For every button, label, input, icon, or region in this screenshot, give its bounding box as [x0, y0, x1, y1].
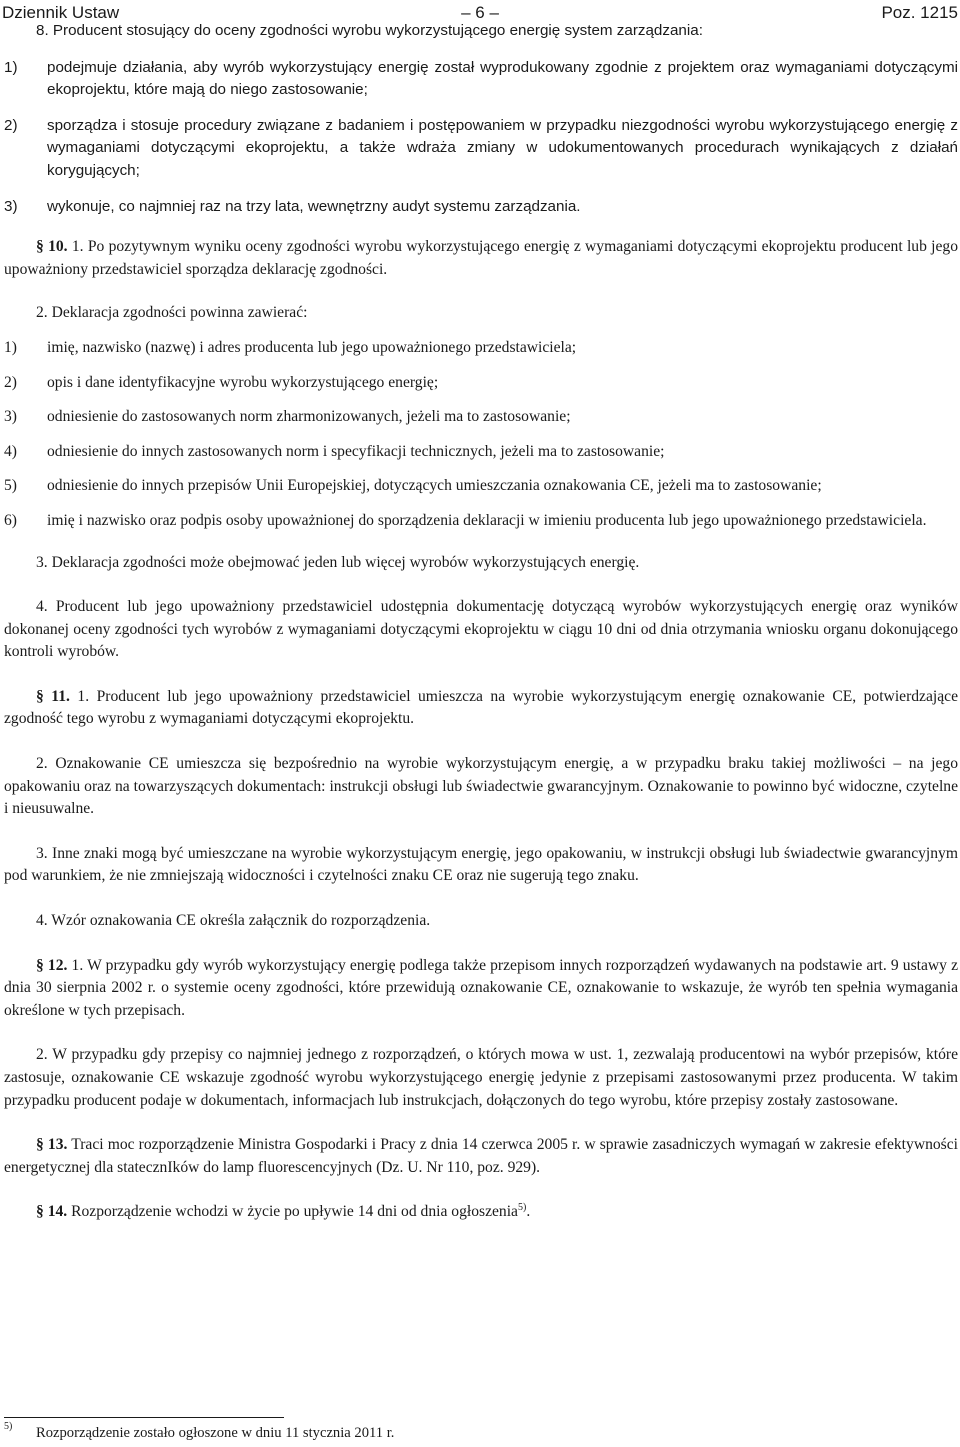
section-14: [4, 1201, 958, 1224]
section-marker: § 12.: [36, 956, 68, 974]
list-text: odniesienie do innych przepisów Unii Europejskiej, dotyczących umieszczania oznakowania CE, jeżeli ma to zastosowanie;: [47, 477, 822, 495]
section-10-par-2: 2. Deklaracja zgodności powinna zawierać:: [36, 304, 308, 322]
page-number: – 6 –: [461, 3, 499, 22]
list-item: [4, 196, 958, 219]
section-11-par-4: 4. Wzór oznakowania CE określa załącznik do rozporządzenia.: [36, 912, 431, 930]
par-text: W przypadku gdy wyrób wykorzystujący energię podlega także przepisom innych rozporządzeń wydawanych na podstawie art. 9 ustawy z dnia 30 sierpnia 2002 r. o systemie oceny zgodności, które przewidują oznakowanie CE, oznakowanie to wskazuje, że wyrób ten spełnia wymagania określone w tych przepisach.: [4, 956, 959, 1019]
footnote-text: Rozporządzenie zostało ogłoszone w dniu 11 stycznia 2011 r.: [36, 1425, 395, 1441]
section-12-par-2: 2. W przypadku gdy przepisy co najmniej jednego z rozporządzeń, o których mowa w ust. 1, zezwalają producentowi na wybór przepisów, które zastosuje, oznakowanie CE wskazuje zgodność wyrobu wykorzystującego energię jedynie z przepisami zastosowanymi przez producenta. W takim przypadku producent podaje w dokumentach, informacjach lub instrukcjach, dołączonych do tego wyrobu, które przepisy zostały zastosowane.: [4, 1046, 958, 1109]
par-number: 1.: [77, 687, 90, 705]
document-body: [4, 20, 958, 1224]
list-text: odniesienie do innych zastosowanych norm i specyfikacji technicznych, jeżeli ma to zastosowanie;: [47, 442, 665, 460]
section-10-par-3: 3. Deklaracja zgodności może obejmować jeden lub więcej wyrobów wykorzystujących energię.: [36, 553, 640, 571]
journal-title: Dziennik Ustaw: [2, 3, 120, 22]
section-12-par-1: [4, 955, 958, 1023]
par-text: Rozporządzenie wchodzi w życie po upływie 14 dni od dnia ogłoszenia: [71, 1203, 518, 1221]
list-text: podejmuje działania, aby wyrób wykorzystujący energię został wyprodukowany zgodnie z projektem oraz wymaganiami dotyczącymi ekoprojektu, które mają do niego zastosowanie;: [47, 58, 958, 99]
list-number: 6): [4, 511, 17, 529]
footnote-separator: [4, 1417, 284, 1418]
list-item: [4, 475, 958, 498]
section-marker: § 14.: [36, 1203, 68, 1221]
list-item: [4, 115, 958, 183]
section-marker: § 13.: [36, 1136, 68, 1154]
list-item: [4, 406, 958, 429]
list-number: 3): [4, 197, 18, 215]
list-item: [4, 372, 958, 395]
item-number: Poz. 1215: [881, 3, 958, 22]
section-10-par-1: [4, 236, 958, 281]
section-13: [4, 1134, 958, 1179]
footnote-mark: 5): [4, 1421, 13, 1432]
section-10-par-4: 4. Producent lub jego upoważniony przedstawiciel udostępnia dokumentację dotyczącą wyrobów wykorzystujących energię oraz wyników dokonanej oceny zgodności tych wyrobów z wymaganiami dotyczącymi ekoprojektu w ciągu 10 dni od dnia otrzymania wniosku organu dokonującego kontroli wyrobów.: [4, 598, 958, 661]
list-number: 1): [4, 58, 18, 76]
list-text: imię, nazwisko (nazwę) i adres producenta lub jego upoważnionego przedstawiciela;: [47, 338, 577, 356]
list-text: opis i dane identyfikacyjne wyrobu wykorzystującego energię;: [47, 373, 439, 391]
section-marker: § 11.: [36, 687, 70, 705]
list-item: [4, 57, 958, 102]
par-text: Traci moc rozporządzenie Ministra Gospodarki i Pracy z dnia 14 czerwca 2005 r. w sprawie zasadniczych wymagań w zakresie efektywności energetycznej dla statecznIków do lamp fluorescencyjnych (Dz. U. Nr 110, poz. 929).: [4, 1136, 958, 1176]
list-number: 3): [4, 408, 17, 426]
list-item: [4, 337, 958, 360]
list-text: wykonuje, co najmniej raz na trzy lata, wewnętrzny audyt systemu zarządzania.: [47, 197, 581, 215]
list-text: imię i nazwisko oraz podpis osoby upoważnionej do sporządzenia deklaracji w imieniu producenta lub jego upoważnionego przedstawiciela.: [47, 511, 927, 529]
section-marker: § 10.: [36, 238, 68, 256]
section-11-par-1: [4, 686, 958, 731]
list-number: 2): [4, 116, 18, 134]
list-item: [4, 441, 958, 464]
section-11-par-2: 2. Oznakowanie CE umieszcza się bezpośrednio na wyrobie wykorzystującym energię, a w przypadku braku takiej możliwości – na jego opakowaniu oraz na towarzyszących dokumentach: instrukcji obsługi lub świadectwie gwarancyjnym. Oznakowanie to powinno być widoczne, czytelne i nieusuwalne.: [4, 755, 958, 818]
list-number: 4): [4, 442, 17, 460]
footnote-reference: 5): [517, 1202, 527, 1214]
par-number: 1.: [71, 956, 84, 974]
list-item: [4, 510, 958, 533]
paragraph-8-intro: 8. Producent stosujący do oceny zgodności wyrobu wykorzystującego energię system zarządzania:: [36, 22, 703, 39]
list-number: 2): [4, 373, 17, 391]
paragraph-8: [4, 20, 958, 218]
par-text: Po pozytywnym wyniku oceny zgodności wyrobu wykorzystującego energię z wymaganiami dotyczącymi ekoprojektu producent lub jego upoważniony przedstawiciel sporządza deklarację zgodności.: [4, 238, 958, 278]
list-number: 1): [4, 338, 17, 356]
par-text: Producent lub jego upoważniony przedstawiciel umieszcza na wyrobie wykorzystującym energię oznakowanie CE, potwierdzające zgodność tego wyrobu z wymaganiami dotyczącymi ekoprojektu.: [4, 687, 958, 728]
list-text: sporządza i stosuje procedury związane z badaniem i postępowaniem w przypadku niezgodności wyrobu wykorzystującego energię z wymaganiami dotyczącymi ekoprojektu, a także wdraża zmiany w udokumentowanych procedurach wynikających z działań korygujących;: [47, 116, 958, 179]
list-number: 5): [4, 477, 17, 495]
list-text: odniesienie do zastosowanych norm zharmonizowanych, jeżeli ma to zastosowanie;: [47, 408, 571, 426]
par-end: .: [526, 1203, 531, 1221]
par-number: 1.: [71, 238, 84, 256]
section-11-par-3: 3. Inne znaki mogą być umieszczane na wyrobie wykorzystującym energię, jego opakowaniu, w instrukcji obsługi lub świadectwie gwarancyjnym pod warunkiem, że nie zmniejszają widoczności i czytelności znaku CE oraz nie sugerują tego znaku.: [4, 844, 958, 885]
